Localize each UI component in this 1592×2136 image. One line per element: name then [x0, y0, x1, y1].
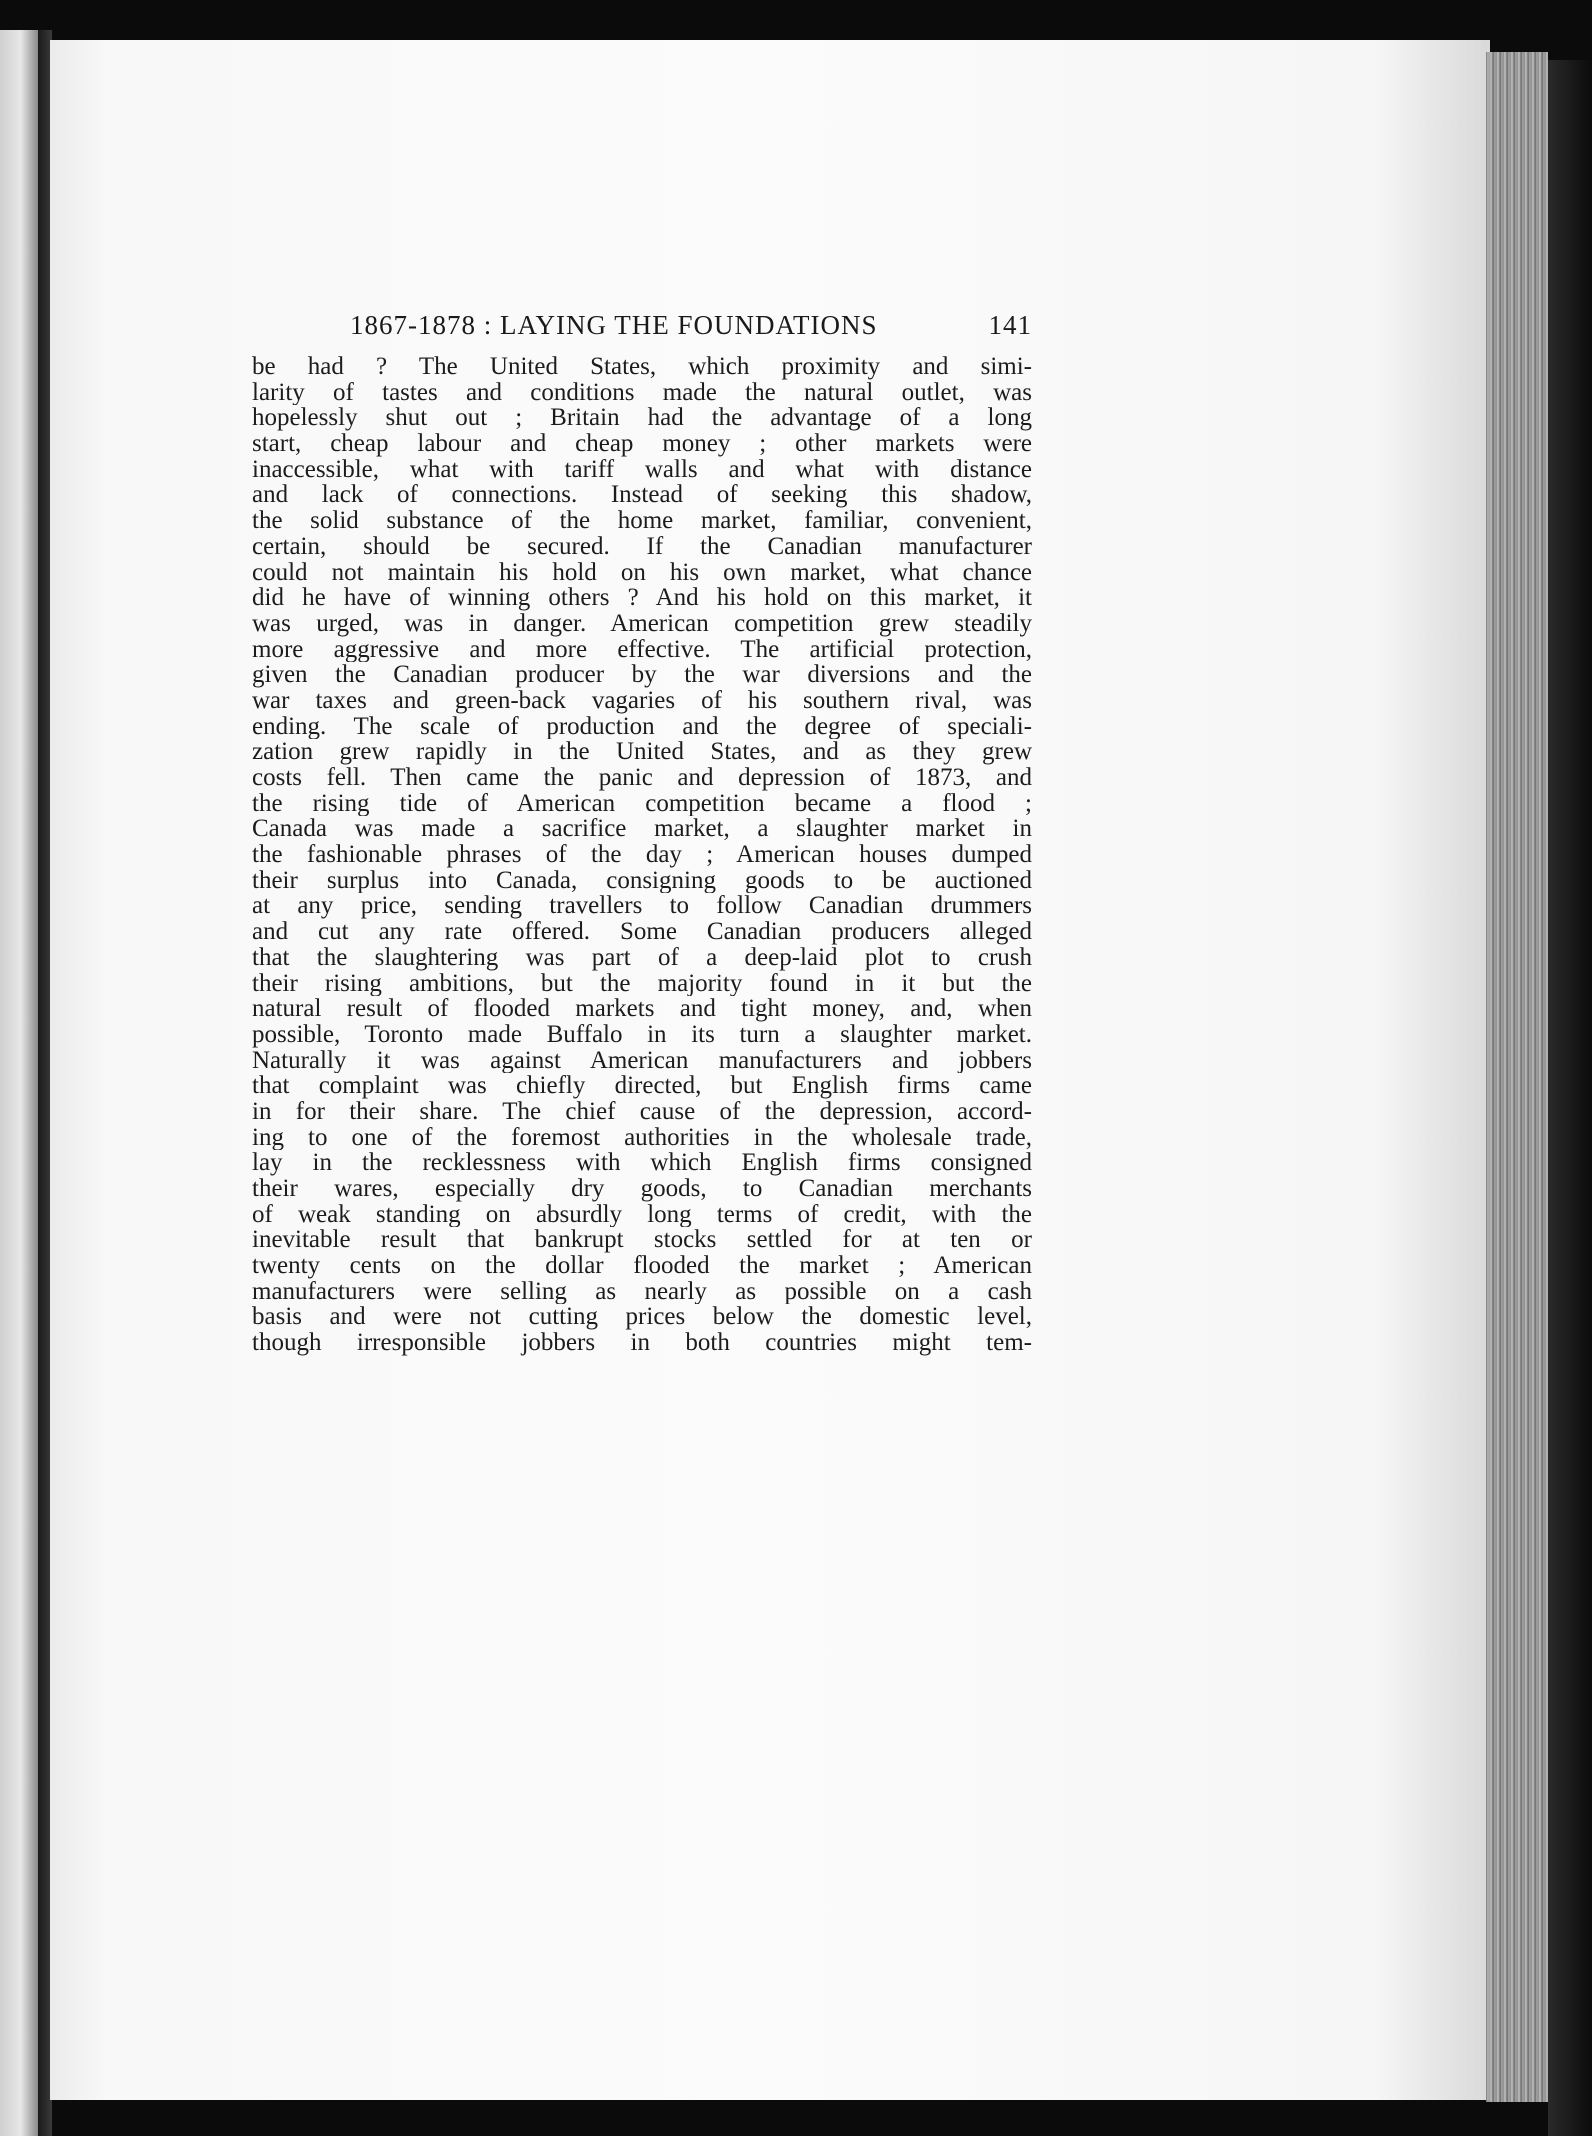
- text-line: their rising ambitions, but the majority found in it but the: [252, 970, 1032, 997]
- text-line: war taxes and green-back vagaries of his southern rival, was: [252, 687, 1032, 714]
- edge-shadow: [1548, 60, 1592, 2136]
- text-line: ing to one of the foremost authorities in the wholesale trade,: [252, 1124, 1032, 1151]
- text-line: their surplus into Canada, consigning goods to be auctioned: [252, 867, 1032, 894]
- text-line: more aggressive and more effective. The artificial protection,: [252, 636, 1032, 663]
- text-line: could not maintain his hold on his own market, what chance: [252, 559, 1032, 586]
- running-head-title: 1867-1878 : LAYING THE FOUNDATIONS: [350, 310, 878, 340]
- text-line: did he have of winning others ? And his hold on this market, it: [252, 585, 1032, 611]
- text-line: given the Canadian producer by the war diversions and the: [252, 662, 1032, 688]
- text-line: and cut any rate offered. Some Canadian producers alleged: [252, 919, 1032, 945]
- text-line: zation grew rapidly in the United States, and as they grew: [252, 739, 1032, 765]
- text-line: the fashionable phrases of the day ; American houses dumped: [252, 842, 1032, 868]
- text-line: lay in the recklessness with which English firms consigned: [252, 1150, 1032, 1176]
- text-line: inevitable result that bankrupt stocks settled for at ten or: [252, 1227, 1032, 1254]
- text-line: ending. The scale of production and the degree of speciali-: [252, 713, 1032, 740]
- text-line: at any price, sending travellers to follow Canadian drummers: [252, 893, 1032, 920]
- text-line: basis and were not cutting prices below the domestic level,: [252, 1304, 1032, 1331]
- text-line: start, cheap labour and cheap money ; other markets were: [252, 431, 1032, 457]
- text-line: possible, Toronto made Buffalo in its turn a slaughter market.: [252, 1021, 1032, 1048]
- text-line: Canada was made a sacrifice market, a slaughter market in: [252, 816, 1032, 843]
- body-text: [252, 354, 1032, 1356]
- text-line: manufacturers were selling as nearly as possible on a cash: [252, 1278, 1032, 1305]
- text-line: in for their share. The chief cause of the depression, accord-: [252, 1098, 1032, 1125]
- text-line: that the slaughtering was part of a deep-laid plot to crush: [252, 944, 1032, 971]
- text-line: larity of tastes and conditions made the natural outlet, was: [252, 379, 1032, 406]
- text-line: Naturally it was against American manufacturers and jobbers: [252, 1047, 1032, 1074]
- running-head: [252, 310, 1032, 350]
- text-line: of weak standing on absurdly long terms of credit, with the: [252, 1201, 1032, 1228]
- text-line: costs fell. Then came the panic and depression of 1873, and: [252, 765, 1032, 791]
- text-line: be had ? The United States, which proximity and simi-: [252, 354, 1032, 380]
- text-line: inaccessible, what with tariff walls and what with distance: [252, 456, 1032, 483]
- page-edges-stack: [1486, 52, 1548, 2102]
- text-line: that complaint was chiefly directed, but English firms came: [252, 1073, 1032, 1099]
- text-line: was urged, was in danger. American competition grew steadily: [252, 610, 1032, 637]
- text-line: twenty cents on the dollar flooded the market ; American: [252, 1253, 1032, 1279]
- text-line: the solid substance of the home market, familiar, convenient,: [252, 508, 1032, 534]
- text-line: natural result of flooded markets and tight money, and, when: [252, 996, 1032, 1022]
- text-line: their wares, especially dry goods, to Canadian merchants: [252, 1176, 1032, 1202]
- text-line: and lack of connections. Instead of seeking this shadow,: [252, 482, 1032, 509]
- text-line: hopelessly shut out ; Britain had the advantage of a long: [252, 405, 1032, 432]
- page-number: 141: [988, 310, 1032, 340]
- text-line: though irresponsible jobbers in both countries might tem-: [252, 1330, 1032, 1356]
- page-text-block: [252, 310, 1032, 1356]
- text-line: the rising tide of American competition became a flood ;: [252, 790, 1032, 817]
- facing-page-edge: [0, 30, 38, 2136]
- text-line: certain, should be secured. If the Canadian manufacturer: [252, 533, 1032, 560]
